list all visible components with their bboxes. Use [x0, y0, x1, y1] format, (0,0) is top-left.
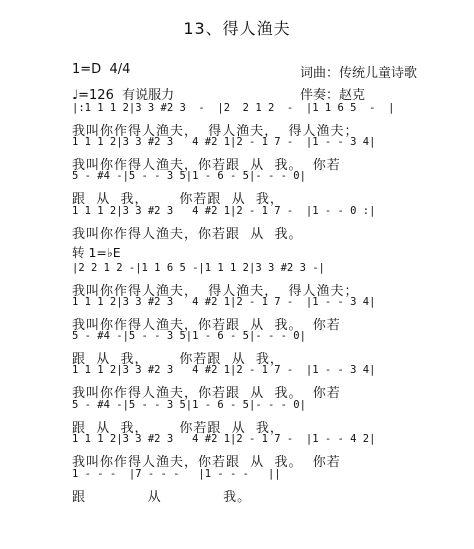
authors: 词曲：传统儿童诗歌 — [300, 66, 418, 81]
lyric-line: 跟 从 我， 你若跟 从 我， — [72, 352, 284, 367]
lyric-line: 跟 从 我， 你若跟 从 我， — [72, 192, 284, 207]
notation-line: 5 - #4 -|5 - - 3 5|1 - 6 - 5|- - - 0| — [72, 170, 306, 182]
lyric-line: 我叫你作得人渔夫，你若跟 从 我。 你若 — [72, 386, 341, 401]
notation-line: |:1 1 1 2|3 3 #2 3 - |2 2 1 2 - |1 1 6 5 - | — [72, 102, 395, 114]
notation-line: 1 1 1 2|3 3 #2 3 4 #2 1|2 - 1 7 - |1 - - 3 4| — [72, 296, 376, 308]
lyric-line: 我叫你作得人渔夫，你若跟 从 我。 你若 — [72, 318, 341, 333]
lyric-line: 跟 从 我。 — [72, 490, 252, 505]
lyric-line: 我叫你作得人渔夫， 得人渔夫， 得人渔夫； — [72, 284, 359, 299]
notation-line: 5 - #4 -|5 - - 3 5|1 - 6 - 5|- - - 0| — [72, 399, 306, 411]
notation-line: 5 - #4 -|5 - - 3 5|1 - 6 - 5|- - - 0| — [72, 330, 306, 342]
modulation: 转 1=♭E — [72, 245, 121, 260]
notation-line: 1 1 1 2|3 3 #2 3 4 #2 1|2 - 1 7 - |1 - - 0 :| — [72, 205, 376, 217]
notation-line: 1 1 1 2|3 3 #2 3 4 #2 1|2 - 1 7 - |1 - - 3 4| — [72, 364, 376, 376]
notation-line: |2 2 1 2 -|1 1 6 5 -|1 1 1 2|3 3 #2 3 -| — [72, 262, 325, 274]
lyric-line: 我叫你作得人渔夫， 得人渔夫， 得人渔夫； — [72, 124, 359, 139]
lyric-line: 我叫你作得人渔夫，你若跟 从 我。 — [72, 227, 303, 242]
tempo-marking: ♩=126 有说服力 — [72, 88, 175, 103]
notation-line: 1 - - - |7 - - - |1 - - - || — [72, 468, 281, 480]
song-title: 13、得人渔夫 — [183, 19, 291, 38]
accompaniment: 伴奏：赵克 — [300, 88, 366, 103]
lyric-line: 跟 从 我， 你若跟 从 我， — [72, 421, 284, 436]
notation-line: 1 1 1 2|3 3 #2 3 4 #2 1|2 - 1 7 - |1 - - 3 4| — [72, 136, 376, 148]
notation-line: 1 1 1 2|3 3 #2 3 4 #2 1|2 - 1 7 - |1 - - 4 2| — [72, 433, 376, 445]
key-signature: 1=D 4/4 — [72, 62, 131, 77]
lyric-line: 我叫你作得人渔夫，你若跟 从 我。 你若 — [72, 158, 341, 173]
lyric-line: 我叫你作得人渔夫，你若跟 从 我。 你若 — [72, 455, 341, 470]
